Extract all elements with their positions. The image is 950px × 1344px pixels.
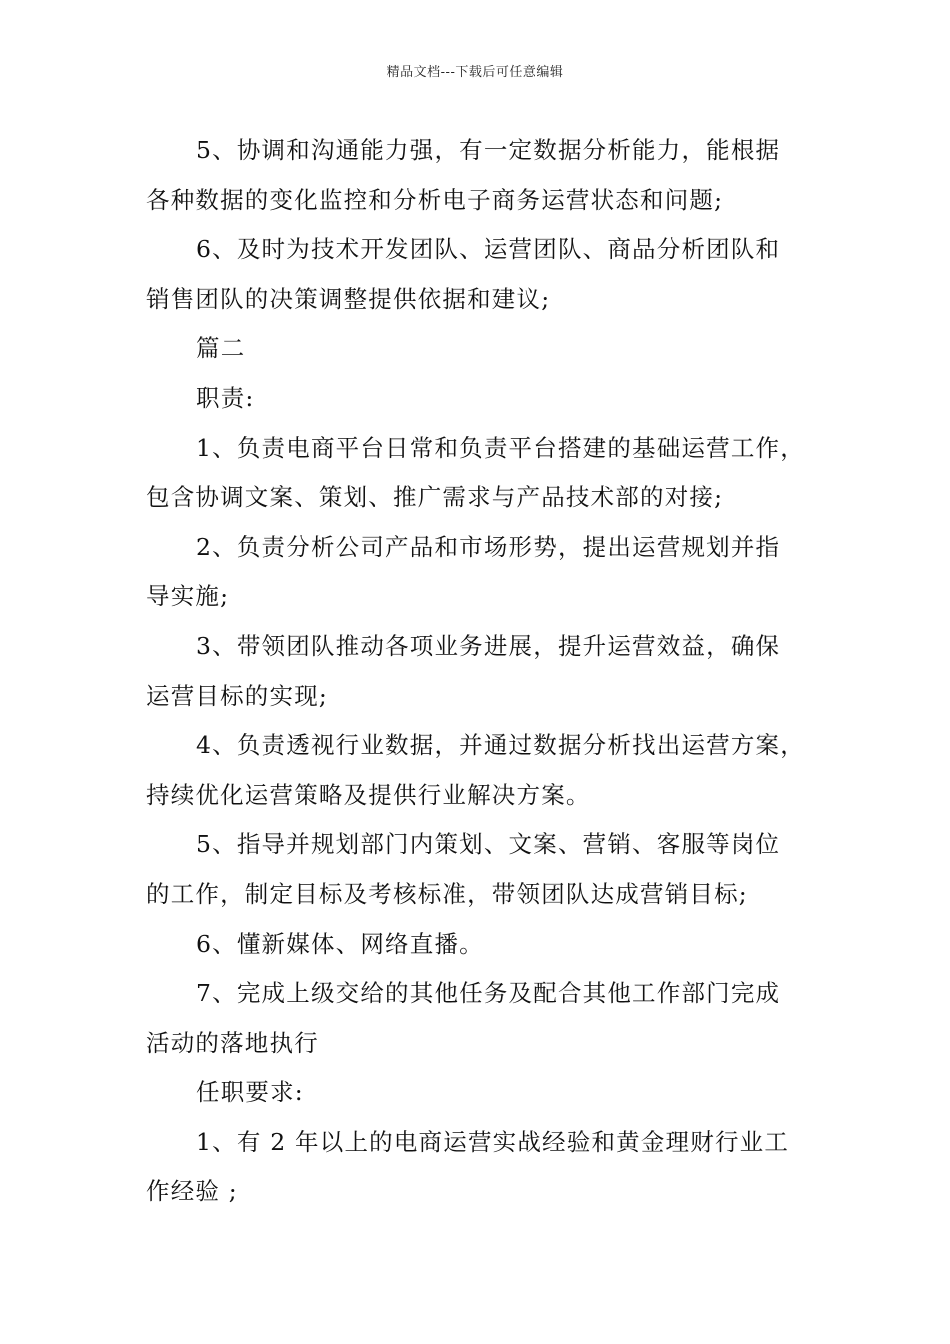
paragraph-item-1	[146, 424, 826, 523]
page-header: 精品文档---下载后可任意编辑	[386, 65, 564, 80]
paragraph-line: 7、完成上级交给的其他任务及配合其他工作部门完成	[196, 979, 781, 1008]
paragraph-line: 1、负责电商平台日常和负责平台搭建的基础运营工作，	[196, 433, 805, 462]
document-body	[146, 126, 826, 1217]
paragraph-line: 包含协调文案、策划、推广需求与产品技术部的对接;	[146, 483, 724, 512]
paragraph-line: 销售团队的决策调整提供依据和建议;	[146, 284, 551, 313]
paragraph-line: 导实施;	[146, 582, 230, 611]
paragraph-line: 各种数据的变化监控和分析电子商务运营状态和问题;	[146, 185, 724, 214]
paragraph-duty-6	[146, 225, 826, 324]
section-heading	[146, 324, 826, 374]
subsection-heading-requirements	[146, 1068, 826, 1118]
subsection-heading-duties	[146, 374, 826, 424]
paragraph-item-5	[146, 820, 826, 919]
paragraph-line: 运营目标的实现;	[146, 681, 329, 710]
paragraph-line: 5、协调和沟通能力强，有一定数据分析能力，能根据	[196, 136, 781, 164]
paragraph-item-2	[146, 523, 826, 622]
paragraph-line: 3、带领团队推动各项业务进展，提升运营效益，确保	[196, 631, 781, 660]
paragraph-line: 篇二	[196, 334, 246, 363]
paragraph-line: 持续优化运营策略及提供行业解决方案。	[146, 780, 591, 809]
paragraph-item-4	[146, 721, 826, 820]
paragraph-requirement-1	[146, 1118, 826, 1217]
paragraph-duty-5	[146, 126, 826, 225]
paragraph-line: 职责:	[196, 383, 255, 412]
paragraph-line: 活动的落地执行	[146, 1028, 319, 1057]
paragraph-line: 2、负责分析公司产品和市场形势，提出运营规划并指	[196, 532, 781, 561]
paragraph-line: 5、指导并规划部门内策划、文案、营销、客服等岗位	[196, 830, 781, 859]
paragraph-line: 的工作，制定目标及考核标准，带领团队达成营销目标;	[146, 879, 748, 908]
paragraph-line: 作经验 ;	[146, 1177, 238, 1206]
paragraph-line: 4、负责透视行业数据，并通过数据分析找出运营方案，	[196, 731, 805, 760]
paragraph-line: 任职要求:	[196, 1078, 304, 1107]
paragraph-line: 6、及时为技术开发团队、运营团队、商品分析团队和	[196, 235, 781, 264]
paragraph-line: 1、有 2 年以上的电商运营实战经验和黄金理财行业工	[196, 1127, 790, 1156]
paragraph-item-7	[146, 969, 826, 1068]
paragraph-item-6	[146, 920, 826, 970]
paragraph-line: 6、懂新媒体、网络直播。	[196, 929, 484, 958]
paragraph-item-3	[146, 622, 826, 721]
